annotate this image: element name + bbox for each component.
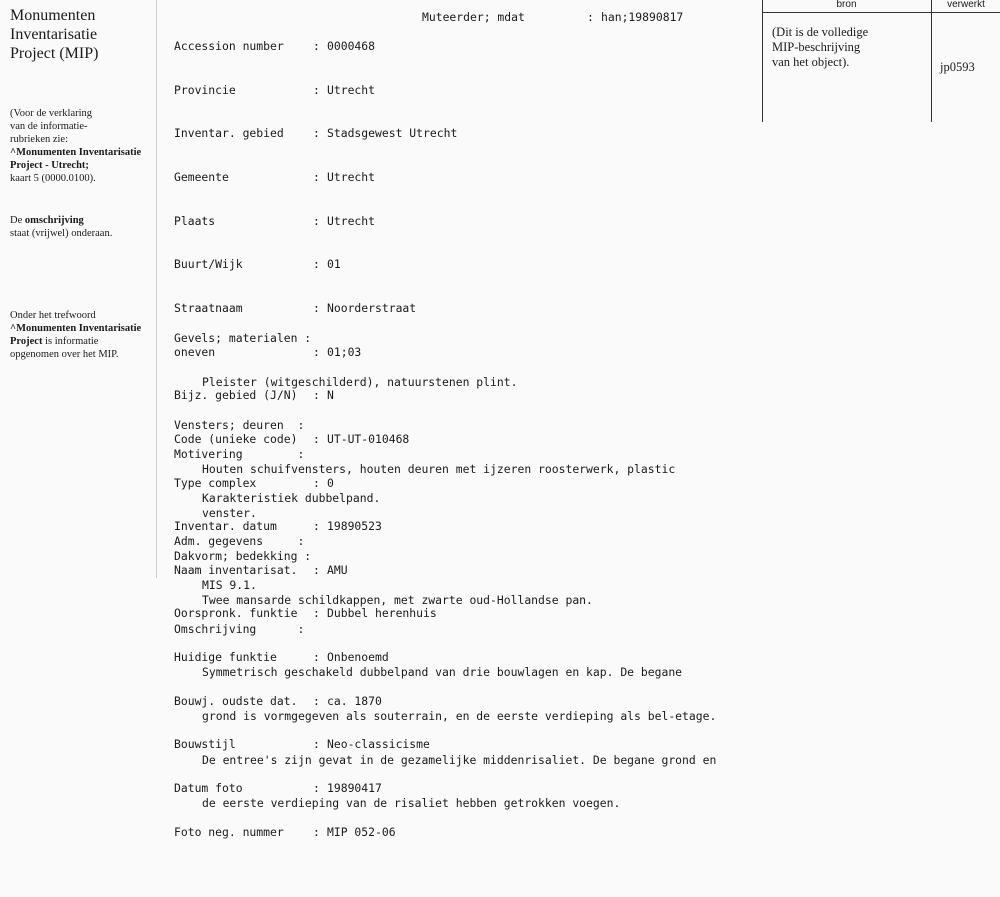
- field-colon: :: [313, 82, 320, 97]
- source-col-header: bron: [836, 0, 857, 10]
- mip-title-line-1: Monumenten: [10, 7, 96, 24]
- field-value: AMU: [327, 562, 348, 577]
- field-label: Bouwstijl: [174, 737, 236, 752]
- field-label: Inventar. gebied: [174, 126, 284, 141]
- field-colon: :: [313, 431, 320, 446]
- section-label: Omschrijving :: [174, 621, 305, 636]
- field-label: Plaats: [174, 213, 216, 228]
- field-colon: :: [313, 257, 320, 272]
- field-colon: :: [313, 519, 320, 534]
- description-note: [10, 214, 160, 240]
- section-label: Dakvorm; bedekking :: [174, 549, 312, 564]
- keyword-note: [10, 309, 160, 361]
- keyword-note-bold: Project: [10, 336, 43, 347]
- table-header-line: [762, 12, 1000, 13]
- section-text: Houten schuifvensters, houten deuren met ijzeren roosterwerk, plastic: [202, 462, 676, 477]
- field-label: Naam inventarisat.: [174, 562, 298, 577]
- field-colon: :: [313, 780, 320, 795]
- field-label: Accession number: [174, 39, 284, 54]
- info-note-line: rubrieken zie:: [10, 134, 69, 145]
- source-line: van het object).: [772, 55, 850, 69]
- field-label: oneven: [174, 344, 216, 359]
- source-line: MIP-beschrijving: [772, 40, 861, 54]
- processed-value: jp0593: [940, 60, 975, 74]
- mip-title-line-2: Inventarisatie: [10, 26, 98, 43]
- field-value: 01: [327, 257, 341, 272]
- keyword-note-text: is informatie: [42, 336, 99, 347]
- keyword-note-bold: ^Monumenten Inventarisatie: [10, 323, 142, 334]
- field-label: Inventar. datum: [174, 519, 277, 534]
- field-colon: :: [313, 475, 320, 490]
- left-divider: [156, 0, 157, 578]
- section-text: Twee mansarde schildkappen, met zwarte oud-Hollandse pan.: [202, 592, 593, 607]
- info-note: [10, 107, 160, 185]
- field-label: Buurt/Wijk: [174, 257, 243, 272]
- field-colon: :: [313, 737, 320, 752]
- field-colon: :: [313, 126, 320, 141]
- detail-sections-description: [174, 418, 716, 840]
- info-note-line: (Voor de verklaring: [10, 108, 93, 119]
- field-value: 19890523: [327, 519, 382, 534]
- field-label: Bouwj. oudste dat.: [174, 693, 298, 708]
- description-line: grond is vormgegeven als souterrain, en de eerste verdieping als bel-etage.: [202, 708, 717, 723]
- field-colon: :: [587, 10, 594, 24]
- field-row: [174, 214, 457, 229]
- field-value: Neo-classicisme: [327, 737, 430, 752]
- field-colon: :: [313, 300, 320, 315]
- field-colon: :: [313, 170, 320, 185]
- field-value: 0000468: [327, 39, 376, 54]
- section-text: MIS 9.1.: [202, 578, 257, 593]
- processed-col-header: verwerkt: [947, 0, 985, 10]
- field-value: Dubbel herenhuis: [327, 606, 437, 621]
- field-value: MIP 052-06: [327, 824, 396, 839]
- field-value: 01;03: [327, 344, 362, 359]
- field-colon: :: [313, 388, 320, 403]
- mip-title-line-3: Project (MIP): [10, 45, 99, 62]
- keyword-note-line: opgenomen over het MIP.: [10, 349, 119, 360]
- field-row: [174, 170, 457, 185]
- field-colon: :: [313, 213, 320, 228]
- section-label: Motivering :: [174, 447, 305, 462]
- field-row: [174, 39, 457, 54]
- field-value: Utrecht: [327, 213, 376, 228]
- field-colon: :: [313, 650, 320, 665]
- field-value: Noorderstraat: [327, 300, 417, 315]
- section-label: Adm. gegevens :: [174, 534, 305, 549]
- info-note-ref: ^Monumenten Inventarisatie: [10, 147, 142, 158]
- field-label: Bijz. gebied (J/N): [174, 388, 298, 403]
- description-line: De entree's zijn gevat in de gezamelijke middenrisaliet. De begane grond en: [202, 752, 717, 767]
- field-value: Stadsgewest Utrecht: [327, 126, 458, 141]
- info-note-ref: Project - Utrecht;: [10, 160, 89, 171]
- field-colon: :: [313, 824, 320, 839]
- field-colon: :: [313, 693, 320, 708]
- description-note-line: staat (vrijwel) onderaan.: [10, 228, 113, 239]
- field-colon: :: [313, 562, 320, 577]
- field-value: ca. 1870: [327, 693, 382, 708]
- keyword-note-line: Onder het trefwoord: [10, 310, 96, 321]
- field-colon: :: [313, 606, 320, 621]
- field-label: Foto neg. nummer: [174, 824, 284, 839]
- info-note-line: kaart 5 (0000.0100).: [10, 173, 96, 184]
- field-colon: :: [313, 344, 320, 359]
- field-row: [174, 257, 457, 272]
- section-text: venster.: [202, 505, 257, 520]
- description-line: Symmetrisch geschakeld dubbelpand van drie bouwlagen en kap. De begane: [202, 665, 683, 680]
- field-label: Type complex: [174, 475, 257, 490]
- section-label: Vensters; deuren :: [174, 418, 305, 433]
- field-value: 19890417: [327, 780, 382, 795]
- muteerder-label: Muteerder; mdat: [422, 10, 525, 24]
- left-margin: [10, 6, 160, 360]
- section-text: Pleister (witgeschilderd), natuurstenen plint.: [202, 374, 518, 389]
- source-table: [762, 0, 1000, 122]
- mip-title: [10, 6, 160, 63]
- source-line: (Dit is de volledige: [772, 25, 869, 39]
- field-label: Provincie: [174, 82, 236, 97]
- section-label: Gevels; materialen :: [174, 331, 312, 346]
- field-row: [174, 83, 457, 98]
- description-note-text: De: [10, 215, 25, 226]
- field-value: Utrecht: [327, 170, 376, 185]
- table-left-border: [762, 0, 763, 122]
- field-value: UT-UT-010468: [327, 431, 410, 446]
- table-col-divider: [931, 0, 932, 122]
- muteerder-value: han;19890817: [601, 10, 684, 24]
- muteerder-field: [422, 10, 683, 25]
- field-label: Datum foto: [174, 780, 243, 795]
- field-label: Oorspronk. funktie: [174, 606, 298, 621]
- info-note-line: van de informatie-: [10, 121, 88, 132]
- field-value: Utrecht: [327, 82, 376, 97]
- field-colon: :: [313, 39, 320, 54]
- source-description: [772, 25, 868, 70]
- field-value: 0: [327, 475, 334, 490]
- description-note-bold: omschrijving: [24, 215, 84, 226]
- field-value: N: [327, 388, 334, 403]
- field-label: Code (unieke code): [174, 431, 298, 446]
- field-value: Onbenoemd: [327, 650, 389, 665]
- field-row: [174, 126, 457, 141]
- field-label: Gemeente: [174, 170, 229, 185]
- description-line: de eerste verdieping van de risaliet hebben getrokken voegen.: [202, 796, 621, 811]
- field-label: Straatnaam: [174, 300, 243, 315]
- section-text: Karakteristiek dubbelpand.: [202, 490, 381, 505]
- field-label: Huidige funktie: [174, 650, 277, 665]
